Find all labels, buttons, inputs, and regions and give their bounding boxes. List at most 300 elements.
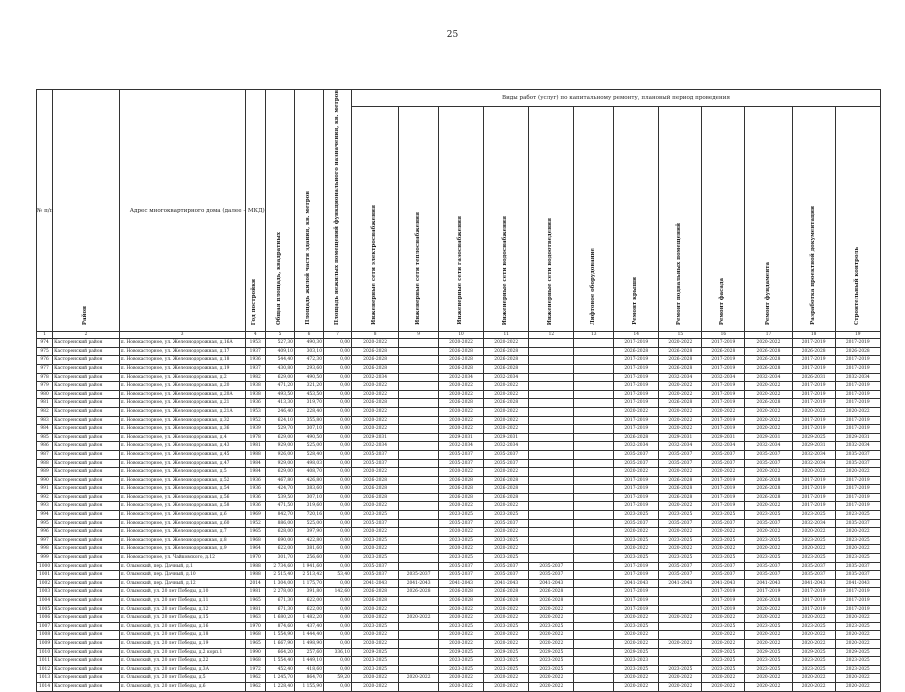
cell-district: Касторенский район — [53, 485, 120, 494]
cell-water: 2020-2022 — [484, 407, 529, 416]
cell-roof: 2017-2019 — [614, 597, 659, 606]
cell-num: 994 — [37, 511, 53, 520]
cell-address: п. Новокасторное, ул. Железнодорожная, д.6 — [119, 511, 245, 520]
cell-nonresidential-area: 0,00 — [324, 459, 352, 468]
column-index-cell: 3 — [119, 332, 245, 339]
cell-elevator — [574, 536, 614, 545]
cell-basement: 2026-2028 — [659, 364, 702, 373]
cell-heating — [399, 528, 439, 537]
cell-nonresidential-area: 0,00 — [324, 433, 352, 442]
cell-total-area: 413,30 — [265, 399, 294, 408]
cell-sewerage: 2023-2025 — [529, 665, 574, 674]
cell-design-docs: 2041-2043 — [792, 579, 835, 588]
table-row — [37, 442, 881, 451]
cell-residential-area: 397,90 — [294, 528, 323, 537]
cell-design-docs: 2017-2019 — [792, 356, 835, 365]
table-row — [37, 407, 881, 416]
cell-residential-area: 1 941,60 — [294, 562, 323, 571]
cell-roof: 2017-2019 — [614, 390, 659, 399]
cell-basement: 2023-2025 — [659, 665, 702, 674]
cell-gas: 2026-2028 — [439, 356, 484, 365]
cell-facade: 2017-2019 — [702, 339, 745, 348]
cell-basement: 2026-2028 — [659, 347, 702, 356]
cell-num: 991 — [37, 485, 53, 494]
cell-foundation: 2023-2025 — [745, 554, 792, 563]
cell-facade: 2020-2022 — [702, 545, 745, 554]
cell-num: 1014 — [37, 682, 53, 691]
cell-sewerage — [529, 554, 574, 563]
table-row — [37, 519, 881, 528]
cell-sewerage — [529, 459, 574, 468]
cell-water: 2020-2022 — [484, 682, 529, 691]
cell-address: п. Новокасторное, ул. Железнодорожная, д.17 — [119, 347, 245, 356]
cell-heating — [399, 407, 439, 416]
cell-sewerage — [529, 399, 574, 408]
table-row — [37, 502, 881, 511]
cell-facade: 2023-2025 — [702, 622, 745, 631]
cell-foundation: 2020-2022 — [745, 682, 792, 691]
table-row — [37, 373, 881, 382]
cell-elevator — [574, 502, 614, 511]
table-row — [37, 459, 881, 468]
table-row — [37, 528, 881, 537]
cell-year-built: 1988 — [245, 450, 265, 459]
cell-sewerage: 2020-2022 — [529, 605, 574, 614]
cell-total-area: 629,00 — [265, 433, 294, 442]
cell-heating — [399, 597, 439, 606]
cell-gas: 2035-2037 — [439, 519, 484, 528]
cell-total-area: 544,40 — [265, 356, 294, 365]
cell-total-area: 622,00 — [265, 545, 294, 554]
cell-foundation: 2020-2022 — [745, 425, 792, 434]
cell-facade: 2035-2037 — [702, 562, 745, 571]
cell-roof: 2017-2019 — [614, 502, 659, 511]
cell-electricity: 2020-2022 — [351, 468, 398, 477]
cell-year-built: 1962 — [245, 682, 265, 691]
cell-basement: 2020-2022 — [659, 339, 702, 348]
cell-electricity: 2026-2028 — [351, 493, 398, 502]
cell-sewerage — [529, 536, 574, 545]
table-row — [37, 476, 881, 485]
header-total-area: Общая площадь, квадратных — [265, 90, 294, 332]
cell-year-built: 1964 — [245, 545, 265, 554]
cell-foundation: 2026-2028 — [745, 476, 792, 485]
cell-num: 989 — [37, 468, 53, 477]
cell-elevator — [574, 674, 614, 683]
cell-water: 2023-2025 — [484, 622, 529, 631]
cell-sewerage: 2035-2037 — [529, 571, 574, 580]
cell-gas: 2026-2028 — [439, 364, 484, 373]
cell-foundation: 2020-2022 — [745, 605, 792, 614]
cell-residential-area: 228,40 — [294, 407, 323, 416]
cell-foundation: 2020-2022 — [745, 639, 792, 648]
cell-foundation: 2035-2037 — [745, 459, 792, 468]
cell-heating — [399, 639, 439, 648]
cell-year-built: 1970 — [245, 554, 265, 563]
cell-water: 2035-2037 — [484, 519, 529, 528]
header-address: Адрес многоквартирного дома (далее – МКД) — [119, 90, 245, 332]
cell-total-area: 2 734,60 — [265, 562, 294, 571]
cell-design-docs: 2020-2022 — [792, 614, 835, 623]
table-row — [37, 597, 881, 606]
cell-address: п. Олымский, пер. Дачный, д.10 — [119, 571, 245, 580]
table-row — [37, 347, 881, 356]
cell-heating — [399, 468, 439, 477]
table-row — [37, 562, 881, 571]
cell-foundation: 2035-2037 — [745, 562, 792, 571]
cell-address: п. Олымский, ул. 20 лет Победы, д.15 — [119, 614, 245, 623]
table-row — [37, 614, 881, 623]
cell-num: 995 — [37, 519, 53, 528]
cell-facade: 2017-2019 — [702, 502, 745, 511]
cell-design-docs: 2017-2019 — [792, 364, 835, 373]
cell-heating: 2026-2028 — [399, 588, 439, 597]
column-index-cell: 8 — [351, 332, 398, 339]
cell-num: 980 — [37, 390, 53, 399]
cell-facade: 2017-2019 — [702, 390, 745, 399]
cell-num: 993 — [37, 502, 53, 511]
cell-total-area: 1 667,90 — [265, 639, 294, 648]
cell-electricity: 2029-2031 — [351, 433, 398, 442]
column-index-cell: 5 — [265, 332, 294, 339]
cell-num: 974 — [37, 339, 53, 348]
cell-construction-control: 2017-2019 — [835, 382, 880, 391]
cell-nonresidential-area: 0,00 — [324, 416, 352, 425]
header-work-construction-control: Строительный контроль — [835, 107, 880, 332]
cell-gas: 2020-2022 — [439, 407, 484, 416]
cell-residential-area: 490,30 — [294, 339, 323, 348]
cell-roof: 2023-2025 — [614, 536, 659, 545]
cell-design-docs: 2017-2019 — [792, 476, 835, 485]
cell-water: 2026-2028 — [484, 597, 529, 606]
cell-water: 2020-2022 — [484, 468, 529, 477]
cell-year-built: 1939 — [245, 425, 265, 434]
cell-basement: 2029-2031 — [659, 433, 702, 442]
cell-elevator — [574, 545, 614, 554]
cell-sewerage: 2020-2022 — [529, 682, 574, 691]
cell-district: Касторенский район — [53, 468, 120, 477]
cell-electricity: 2023-2025 — [351, 511, 398, 520]
cell-construction-control: 2035-2037 — [835, 519, 880, 528]
cell-heating: 2020-2022 — [399, 614, 439, 623]
column-index-cell: 19 — [835, 332, 880, 339]
cell-total-area: 624,10 — [265, 416, 294, 425]
cell-facade: 2032-2034 — [702, 442, 745, 451]
cell-total-area: 1 304,00 — [265, 579, 294, 588]
cell-basement: 2032-2034 — [659, 373, 702, 382]
cell-electricity: 2020-2022 — [351, 502, 398, 511]
cell-residential-area: 321,20 — [294, 382, 323, 391]
cell-gas: 2026-2028 — [439, 347, 484, 356]
cell-basement — [659, 657, 702, 666]
cell-heating — [399, 476, 439, 485]
cell-nonresidential-area: 0,00 — [324, 614, 352, 623]
cell-foundation: 2020-2022 — [745, 468, 792, 477]
cell-foundation: 2041-2043 — [745, 579, 792, 588]
cell-roof: 2017-2019 — [614, 425, 659, 434]
cell-construction-control: 2017-2019 — [835, 493, 880, 502]
cell-year-built: 1981 — [245, 588, 265, 597]
cell-residential-area: 307,10 — [294, 493, 323, 502]
cell-total-area: 430,80 — [265, 364, 294, 373]
header-nonresidential-area: Площадь нежилых помещений функционального назначения, кв. метров — [324, 90, 352, 332]
cell-gas: 2035-2037 — [439, 459, 484, 468]
column-index-cell: 11 — [484, 332, 529, 339]
header-work-roof: Ремонт крыши — [614, 107, 659, 332]
cell-total-area: 671,30 — [265, 597, 294, 606]
cell-electricity: 2035-2037 — [351, 519, 398, 528]
cell-foundation: 2020-2022 — [745, 407, 792, 416]
cell-year-built: 1981 — [245, 442, 265, 451]
cell-design-docs: 2017-2019 — [792, 339, 835, 348]
cell-construction-control: 2035-2037 — [835, 562, 880, 571]
cell-gas: 2029-2031 — [439, 433, 484, 442]
cell-water: 2020-2022 — [484, 502, 529, 511]
cell-roof: 2023-2025 — [614, 554, 659, 563]
table-row — [37, 648, 881, 657]
cell-heating — [399, 459, 439, 468]
cell-residential-area: 490,50 — [294, 433, 323, 442]
cell-gas: 2020-2022 — [439, 502, 484, 511]
cell-water: 2026-2028 — [484, 588, 529, 597]
cell-roof: 2017-2019 — [614, 373, 659, 382]
cell-facade: 2020-2022 — [702, 614, 745, 623]
cell-roof: 2041-2043 — [614, 579, 659, 588]
cell-elevator — [574, 425, 614, 434]
cell-num: 1007 — [37, 622, 53, 631]
cell-total-area: 842,70 — [265, 511, 294, 520]
cell-year-built: 1965 — [245, 597, 265, 606]
cell-electricity: 2026-2028 — [351, 399, 398, 408]
cell-heating: 2035-2037 — [399, 571, 439, 580]
cell-year-built: 1936 — [245, 502, 265, 511]
cell-basement: 2023-2025 — [659, 536, 702, 545]
cell-electricity: 2020-2022 — [351, 425, 398, 434]
cell-total-area: 2 278,00 — [265, 588, 294, 597]
cell-roof: 2029-2025 — [614, 648, 659, 657]
cell-address: п. Олымский, ул. 20 лет Победы, д.22 — [119, 657, 245, 666]
table-row — [37, 536, 881, 545]
table-row — [37, 622, 881, 631]
cell-nonresidential-area: 0,00 — [324, 511, 352, 520]
cell-total-area: 1 245,70 — [265, 674, 294, 683]
cell-roof: 2017-2019 — [614, 476, 659, 485]
cell-residential-area: 1 155,90 — [294, 682, 323, 691]
cell-district: Касторенский район — [53, 459, 120, 468]
cell-nonresidential-area: 0,00 — [324, 442, 352, 451]
header-work-basement: Ремонт подвальных помещений — [659, 107, 702, 332]
cell-roof: 2035-2037 — [614, 519, 659, 528]
cell-year-built: 1984 — [245, 468, 265, 477]
cell-facade: 2017-2019 — [702, 356, 745, 365]
cell-basement: 2020-2022 — [659, 416, 702, 425]
header-work-electricity: Инженерные сети электроснабжения — [351, 107, 398, 332]
cell-address: п. Новокасторное, ул. Железнодорожная, д.21 — [119, 399, 245, 408]
cell-foundation: 2035-2037 — [745, 450, 792, 459]
cell-facade: 2017-2019 — [702, 382, 745, 391]
cell-construction-control: 2035-2037 — [835, 459, 880, 468]
cell-construction-control: 2017-2019 — [835, 485, 880, 494]
cell-heating — [399, 433, 439, 442]
cell-water: 2035-2037 — [484, 450, 529, 459]
cell-design-docs: 2035-2037 — [792, 571, 835, 580]
cell-total-area: 2 515,40 — [265, 571, 294, 580]
cell-address: п. Новокасторное, ул. Железнодорожная, д.4 — [119, 433, 245, 442]
cell-electricity: 2029-2025 — [351, 648, 398, 657]
cell-district: Касторенский район — [53, 536, 120, 545]
cell-residential-area: 381,60 — [294, 545, 323, 554]
cell-gas: 2026-2028 — [439, 485, 484, 494]
cell-gas: 2020-2022 — [439, 382, 484, 391]
cell-address: п. Новокасторное, ул. Железнодорожная, д.45 — [119, 450, 245, 459]
cell-address: п. Олымский, ул. 20 лет Победы, д.3А — [119, 665, 245, 674]
cell-construction-control: 2020-2022 — [835, 407, 880, 416]
cell-electricity: 2026-2028 — [351, 476, 398, 485]
cell-electricity: 2032-2034 — [351, 373, 398, 382]
cell-elevator — [574, 579, 614, 588]
cell-nonresidential-area: 0,00 — [324, 631, 352, 640]
table-row — [37, 657, 881, 666]
column-index-cell: 16 — [702, 332, 745, 339]
table-row — [37, 416, 881, 425]
header-work-facade: Ремонт фасада — [702, 107, 745, 332]
cell-year-built: 1963 — [245, 614, 265, 623]
cell-design-docs: 2020-2022 — [792, 528, 835, 537]
cell-year-built: 1990 — [245, 648, 265, 657]
cell-sewerage — [529, 519, 574, 528]
cell-nonresidential-area: 0,00 — [324, 485, 352, 494]
cell-basement: 2020-2022 — [659, 390, 702, 399]
cell-basement — [659, 588, 702, 597]
cell-electricity: 2023-2025 — [351, 554, 398, 563]
cell-basement: 2035-2037 — [659, 459, 702, 468]
cell-heating: 2041-2043 — [399, 579, 439, 588]
cell-elevator — [574, 648, 614, 657]
cell-num: 1006 — [37, 614, 53, 623]
cell-num: 976 — [37, 356, 53, 365]
cell-design-docs: 2020-2022 — [792, 545, 835, 554]
cell-water: 2026-2028 — [484, 356, 529, 365]
cell-elevator — [574, 605, 614, 614]
cell-nonresidential-area: 0,00 — [324, 476, 352, 485]
cell-sewerage: 2023-2025 — [529, 657, 574, 666]
cell-roof: 2017-2019 — [614, 399, 659, 408]
cell-address: п. Олымский, ул. 20 лет Победы, д.19 — [119, 639, 245, 648]
cell-total-area: 929,00 — [265, 442, 294, 451]
cell-elevator — [574, 597, 614, 606]
cell-roof: 2035-2037 — [614, 450, 659, 459]
cell-district: Касторенский район — [53, 373, 120, 382]
cell-heating — [399, 373, 439, 382]
cell-district: Касторенский район — [53, 648, 120, 657]
cell-gas: 2023-2025 — [439, 657, 484, 666]
cell-water: 2023-2025 — [484, 554, 529, 563]
cell-construction-control: 2017-2019 — [835, 605, 880, 614]
cell-elevator — [574, 364, 614, 373]
cell-nonresidential-area: 0,00 — [324, 657, 352, 666]
cell-roof: 2020-2022 — [614, 528, 659, 537]
cell-roof: 2017-2019 — [614, 605, 659, 614]
cell-total-area: 1 554,40 — [265, 657, 294, 666]
cell-num: 997 — [37, 536, 53, 545]
cell-construction-control: 2032-2034 — [835, 442, 880, 451]
cell-design-docs: 2029-2031 — [792, 442, 835, 451]
cell-basement: 2026-2028 — [659, 356, 702, 365]
cell-address: п. Новокасторное, ул. Железнодорожная, д.56 — [119, 493, 245, 502]
cell-residential-area: 528,40 — [294, 450, 323, 459]
cell-total-area: 1 228,40 — [265, 682, 294, 691]
cell-residential-area: 319,60 — [294, 502, 323, 511]
cell-district: Касторенский район — [53, 528, 120, 537]
cell-residential-area: 622,00 — [294, 605, 323, 614]
cell-heating — [399, 442, 439, 451]
cell-total-area: 629,00 — [265, 373, 294, 382]
cell-heating — [399, 356, 439, 365]
column-index-cell: 6 — [294, 332, 323, 339]
cell-construction-control: 2023-2025 — [835, 657, 880, 666]
table-row — [37, 545, 881, 554]
cell-facade: 2035-2037 — [702, 459, 745, 468]
cell-construction-control: 2032-2034 — [835, 373, 880, 382]
cell-sewerage — [529, 416, 574, 425]
cell-elevator — [574, 562, 614, 571]
cell-construction-control: 2020-2022 — [835, 528, 880, 537]
cell-heating — [399, 511, 439, 520]
cell-foundation: 2035-2037 — [745, 519, 792, 528]
cell-district: Касторенский район — [53, 425, 120, 434]
cell-nonresidential-area: 0,00 — [324, 373, 352, 382]
cell-district: Касторенский район — [53, 631, 120, 640]
table-row — [37, 554, 881, 563]
cell-sewerage: 2020-2022 — [529, 614, 574, 623]
cell-heating — [399, 416, 439, 425]
cell-basement: 2020-2022 — [659, 468, 702, 477]
cell-basement: 2026-2028 — [659, 485, 702, 494]
cell-elevator — [574, 450, 614, 459]
cell-foundation: 2020-2022 — [745, 390, 792, 399]
cell-district: Касторенский район — [53, 665, 120, 674]
table-row — [37, 339, 881, 348]
cell-gas: 2026-2028 — [439, 588, 484, 597]
cell-address: п. Новокасторное, ул. Железнодорожная, д.54 — [119, 485, 245, 494]
cell-water: 2035-2037 — [484, 562, 529, 571]
cell-district: Касторенский район — [53, 493, 120, 502]
cell-district: Касторенский район — [53, 579, 120, 588]
cell-num: 986 — [37, 442, 53, 451]
cell-roof: 2017-2019 — [614, 493, 659, 502]
cell-address: п. Новокасторное, ул. Железнодорожная, д.43 — [119, 442, 245, 451]
cell-foundation: 2020-2022 — [745, 614, 792, 623]
cell-year-built: 1968 — [245, 657, 265, 666]
cell-residential-area: 1 175,70 — [294, 579, 323, 588]
cell-electricity: 2023-2025 — [351, 622, 398, 631]
cell-district: Касторенский район — [53, 682, 120, 691]
cell-design-docs: 2020-2022 — [792, 682, 835, 691]
cell-elevator — [574, 339, 614, 348]
cell-address: п. Олымский, ул. 20 лет Победы, д.2 корп.1 — [119, 648, 245, 657]
cell-roof: 2032-2034 — [614, 442, 659, 451]
cell-year-built: 1981 — [245, 605, 265, 614]
cell-gas: 2032-2034 — [439, 442, 484, 451]
cell-address: п. Новокасторное, ул. Железнодорожная, д.2 — [119, 373, 245, 382]
cell-electricity: 2020-2022 — [351, 639, 398, 648]
cell-basement: 2020-2022 — [659, 528, 702, 537]
table-row — [37, 588, 881, 597]
cell-electricity: 2020-2022 — [351, 674, 398, 683]
cell-num: 1011 — [37, 657, 53, 666]
cell-gas: 2020-2022 — [439, 528, 484, 537]
cell-elevator — [574, 433, 614, 442]
